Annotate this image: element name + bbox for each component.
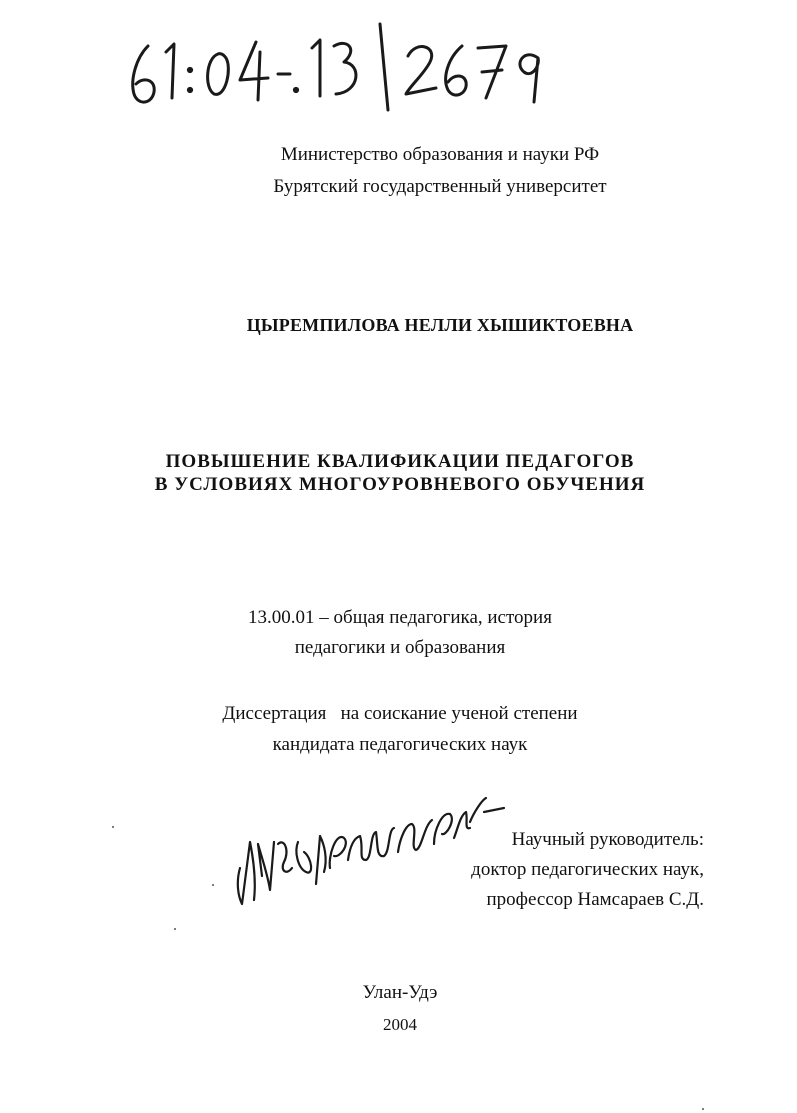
publication-year: 2004	[383, 1015, 417, 1034]
specialty-line-2: педагогики и образования	[294, 637, 506, 658]
scan-speck	[702, 1108, 704, 1110]
university-name: Бурятский государственный университет	[273, 176, 607, 197]
specialty-line-1: 13.00.01 – общая педагогика, история	[248, 607, 552, 628]
supervisor-name: профессор Намсараев С.Д.	[486, 889, 704, 910]
handwritten-archive-code	[118, 18, 568, 128]
supervisor-degree: доктор педагогических наук,	[471, 859, 704, 880]
author-name: ЦЫРЕМПИЛОВА НЕЛЛИ ХЫШИКТОЕВНА	[246, 315, 634, 335]
supervisor-label: Научный руководитель:	[511, 829, 704, 850]
degree-statement-line-2: кандидата педагогических наук	[272, 734, 528, 755]
ministry-name: Министерство образования и науки РФ	[280, 144, 600, 165]
scan-speck	[212, 884, 214, 886]
degree-statement-line-1: Диссертация на соискание ученой степени	[222, 703, 578, 724]
scan-speck	[112, 826, 114, 828]
scan-speck	[174, 928, 176, 930]
dissertation-title-line-1: ПОВЫШЕНИЕ КВАЛИФИКАЦИИ ПЕДАГОГОВ	[165, 451, 635, 472]
dissertation-title-line-2: В УСЛОВИЯХ МНОГОУРОВНЕВОГО ОБУЧЕНИЯ	[154, 474, 646, 495]
publication-city: Улан-Удэ	[362, 982, 438, 1003]
